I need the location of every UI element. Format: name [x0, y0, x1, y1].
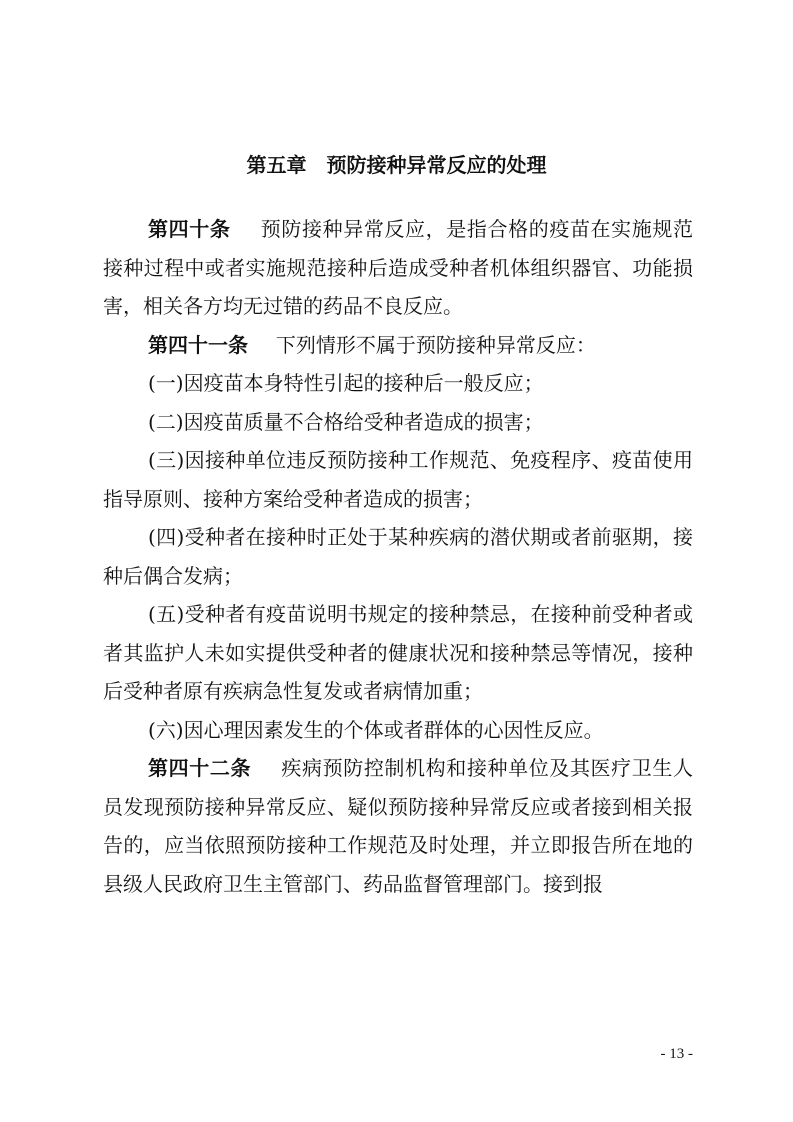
- list-item: (三)因接种单位违反预防接种工作规范、免疫程序、疫苗使用指导原则、接种方案给受种者造成的损害；: [103, 448, 693, 511]
- article-label: 第四十一条: [148, 332, 248, 357]
- list-item: (六)因心理因素发生的个体或者群体的心因性反应。: [148, 717, 604, 742]
- document-body: [103, 210, 693, 903]
- article-text: 疾病预防控制机构和接种单位及其医疗卫生人员发现预防接种异常反应、疑似预防接种异常反应或者接到相关报告的，应当依照预防接种工作规范及时处理，并立即报告所在地的县级人民政府卫生主管部门、药品监督管理部门。接到报: [103, 756, 694, 896]
- article-text: 预防接种异常反应，是指合格的疫苗在实施规范接种过程中或者实施规范接种后造成受种者机体组织器官、功能损害，相关各方均无过错的药品不良反应。: [103, 217, 694, 318]
- chapter-title: 第五章 预防接种异常反应的处理: [246, 153, 547, 177]
- article-40: [103, 210, 693, 326]
- article-41: [103, 326, 693, 365]
- page-number: - 13 -: [660, 1046, 693, 1062]
- list-item: (二)因疫苗质量不合格给受种者造成的损害；: [148, 409, 544, 434]
- list-item: (一)因疫苗本身特性引起的接种后一般反应；: [148, 371, 544, 395]
- list-item: (五)受种者有疫苗说明书规定的接种禁忌，在接种前受种者或者其监护人未如实提供受种者的健康状况和接种禁忌等情况，接种后受种者原有疾病急性复发或者病情加重；: [103, 602, 693, 703]
- article-text: 下列情形不属于预防接种异常反应：: [275, 332, 596, 357]
- article-label: 第四十二条: [148, 756, 252, 780]
- list-item: (四)受种者在接种时正处于某种疾病的潜伏期或者前驱期，接种后偶合发病；: [103, 525, 693, 588]
- article-42: [103, 749, 693, 903]
- article-label: 第四十条: [148, 217, 231, 241]
